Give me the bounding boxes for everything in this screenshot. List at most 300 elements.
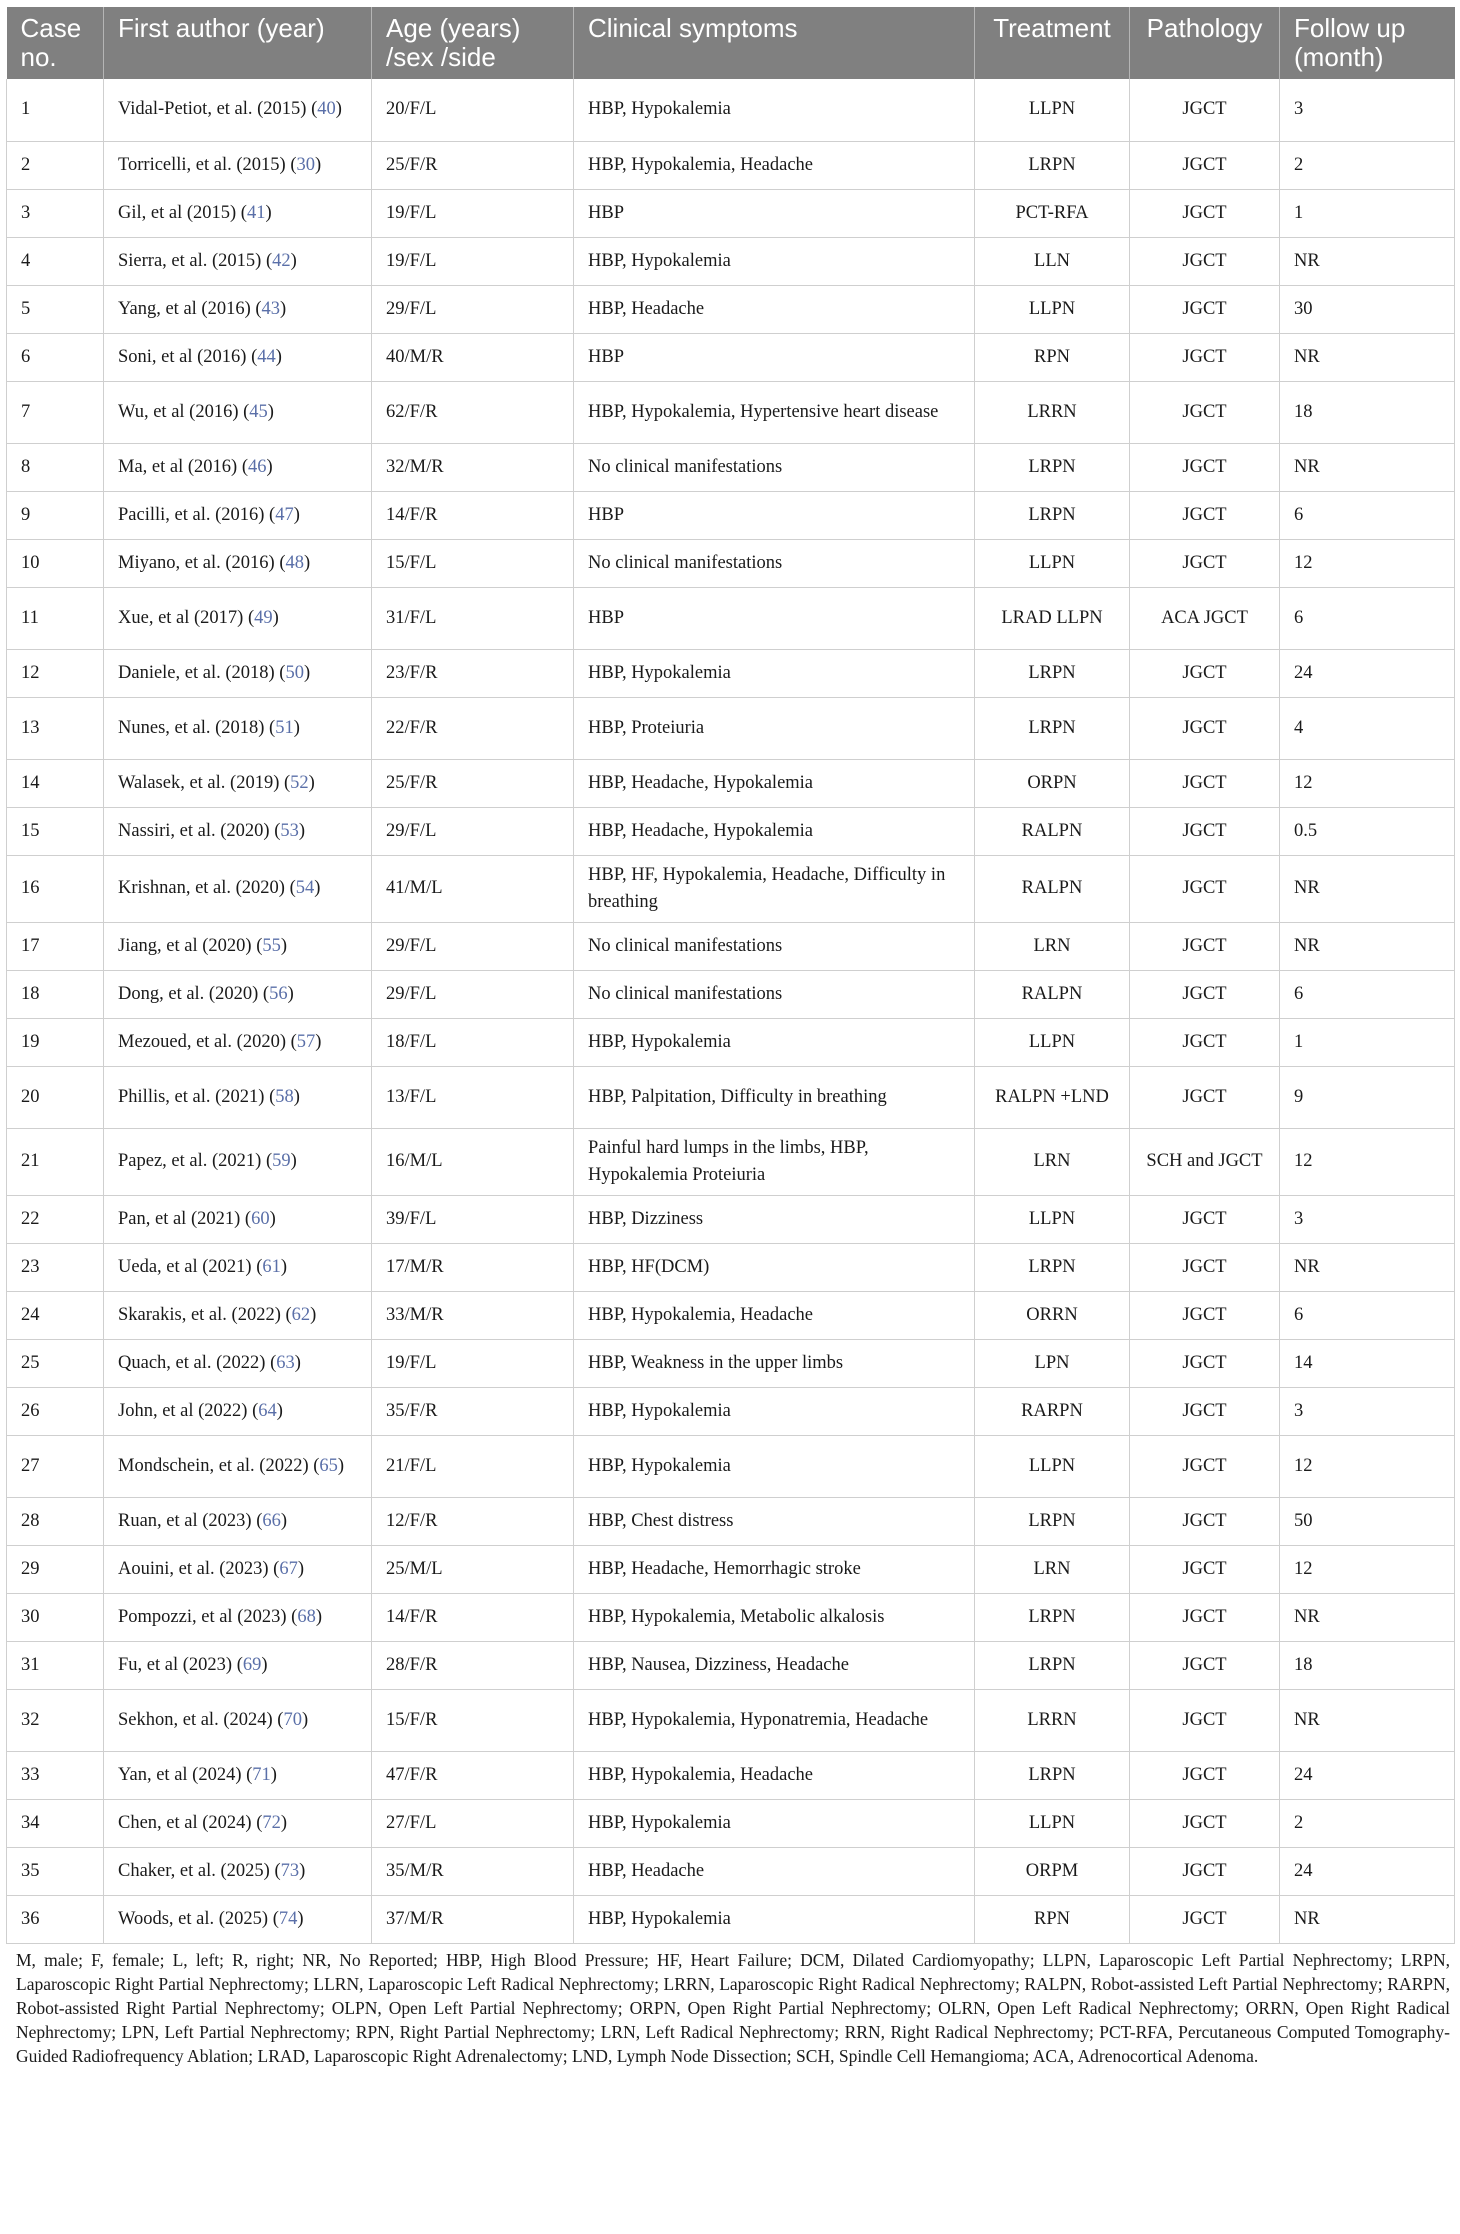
cell-follow-up-text: NR (1294, 250, 1320, 271)
cell-first-author: Vidal-Petiot, et al. (2015) (40) (104, 79, 372, 141)
table-row (7, 1066, 1455, 1128)
cell-case-no-text: 31 (21, 1654, 40, 1675)
cell-age-sex-side (372, 491, 574, 539)
cell-follow-up (1280, 759, 1455, 807)
cell-clinical-symptoms-text: HBP, Nausea, Dizziness, Headache (588, 1654, 849, 1675)
cell-clinical-symptoms (574, 1545, 975, 1593)
cell-treatment-text: LRRN (1027, 401, 1077, 422)
cell-treatment (975, 491, 1130, 539)
reference-link[interactable]: 52 (290, 772, 309, 793)
cell-follow-up-text: 6 (1294, 983, 1304, 1004)
cell-follow-up (1280, 141, 1455, 189)
reference-link[interactable]: 59 (272, 1151, 291, 1171)
cell-case-no-text: 1 (21, 99, 31, 120)
cell-first-author: Mondschein, et al. (2022) (65) (104, 1435, 372, 1497)
reference-link[interactable]: 72 (262, 1812, 281, 1833)
cell-pathology-text: JGCT (1182, 1208, 1227, 1229)
cell-follow-up (1280, 381, 1455, 443)
cell-pathology-text: JGCT (1182, 504, 1227, 525)
table-row (7, 141, 1455, 189)
author-text: Pan, et al (2021) (118, 1208, 241, 1229)
reference-link[interactable]: 42 (272, 250, 291, 271)
table-row (7, 1799, 1455, 1847)
author-text: Xue, et al (2017) (118, 607, 244, 628)
cell-first-author: Wu, et al (2016) (45) (104, 381, 372, 443)
author-text: Sierra, et al. (2015) (118, 250, 262, 271)
cell-treatment-text: RALPN +LND (995, 1086, 1109, 1107)
reference-link[interactable]: 54 (295, 878, 315, 898)
cell-first-author: Jiang, et al (2020) (55) (104, 922, 372, 970)
cell-follow-up-text: 12 (1294, 1151, 1313, 1171)
cell-pathology-text: JGCT (1182, 1455, 1227, 1476)
cell-case-no-text: 14 (21, 772, 40, 793)
cell-clinical-symptoms (574, 1751, 975, 1799)
cell-follow-up-text: NR (1294, 346, 1320, 367)
reference-link[interactable]: 74 (278, 1908, 298, 1929)
reference-link[interactable]: 66 (262, 1510, 281, 1531)
cell-clinical-symptoms (574, 1128, 975, 1195)
author-text: Ma, et al (2016) (118, 456, 238, 477)
cell-pathology-text: JGCT (1182, 1606, 1227, 1627)
cell-pathology (1130, 1641, 1280, 1689)
cell-follow-up (1280, 1895, 1455, 1943)
cell-case-no (7, 649, 104, 697)
cell-follow-up (1280, 333, 1455, 381)
cell-case-no-text: 18 (21, 983, 40, 1004)
cell-case-no-text: 28 (21, 1510, 40, 1531)
cell-follow-up-text: 9 (1294, 1086, 1304, 1107)
cell-pathology (1130, 1243, 1280, 1291)
cell-age-sex-side (372, 970, 574, 1018)
table-row (7, 443, 1455, 491)
cell-clinical-symptoms (574, 1066, 975, 1128)
cell-case-no (7, 1545, 104, 1593)
cell-clinical-symptoms-text: HBP, Hypokalemia (588, 250, 731, 271)
cell-pathology-text: JGCT (1182, 1510, 1227, 1531)
cell-first-author: Ma, et al (2016) (46) (104, 443, 372, 491)
cell-treatment-text: LLPN (1028, 99, 1076, 120)
cell-pathology (1130, 759, 1280, 807)
reference-link[interactable]: 48 (285, 552, 304, 573)
cell-first-author: Chen, et al (2024) (72) (104, 1799, 372, 1847)
cell-case-no-text: 3 (21, 202, 31, 223)
cell-treatment (975, 285, 1130, 333)
cell-pathology (1130, 1066, 1280, 1128)
cell-age-sex-side-text: 41/M/L (386, 878, 443, 898)
table-row (7, 491, 1455, 539)
cell-first-author: Pompozzi, et al (2023) (68) (104, 1593, 372, 1641)
cell-first-author: Mezoued, et al. (2020) (57) (104, 1018, 372, 1066)
cell-first-author: Xue, et al (2017) (49) (104, 587, 372, 649)
cell-treatment-text: ORPN (1027, 772, 1077, 793)
cell-pathology (1130, 285, 1280, 333)
cell-case-no-text: 2 (21, 154, 31, 175)
table-row (7, 1593, 1455, 1641)
cell-age-sex-side (372, 922, 574, 970)
cell-treatment (975, 1689, 1130, 1751)
cell-case-no (7, 1751, 104, 1799)
cell-follow-up-text: 12 (1294, 1455, 1313, 1476)
cell-case-no (7, 1641, 104, 1689)
reference-link[interactable]: 69 (242, 1654, 262, 1675)
cell-follow-up (1280, 1387, 1455, 1435)
cell-treatment-text: LRRN (1027, 1709, 1077, 1730)
cell-follow-up (1280, 285, 1455, 333)
cell-clinical-symptoms (574, 1435, 975, 1497)
reference-link[interactable]: 57 (296, 1031, 316, 1052)
cell-follow-up (1280, 189, 1455, 237)
table-row (7, 649, 1455, 697)
cell-case-no-text: 29 (21, 1558, 40, 1579)
cell-pathology-text: JGCT (1182, 401, 1227, 422)
cell-clinical-symptoms (574, 759, 975, 807)
cell-clinical-symptoms (574, 1243, 975, 1291)
reference-link[interactable]: 56 (269, 983, 288, 1004)
cell-case-no-text: 13 (21, 717, 40, 738)
cell-clinical-symptoms-text: HBP, Headache, Hypokalemia (588, 772, 814, 793)
cell-clinical-symptoms (574, 1895, 975, 1943)
author-text: Nunes, et al. (2018) (118, 717, 265, 738)
reference-link[interactable]: 68 (297, 1606, 316, 1627)
cell-age-sex-side (372, 1593, 574, 1641)
cell-clinical-symptoms-text: HBP (588, 607, 624, 628)
author-text: Dong, et al. (2020) (118, 983, 259, 1004)
author-text: Skarakis, et al. (2022) (118, 1304, 281, 1325)
cell-first-author: Gil, et al (2015) (41) (104, 189, 372, 237)
cell-pathology-text: JGCT (1182, 1764, 1227, 1785)
table-row (7, 1195, 1455, 1243)
cell-treatment (975, 587, 1130, 649)
reference-link[interactable]: 58 (275, 1086, 294, 1107)
cell-age-sex-side-text: 32/M/R (386, 456, 444, 477)
cell-follow-up (1280, 1751, 1455, 1799)
header-case-no: Case no. (7, 7, 104, 79)
cell-first-author: Fu, et al (2023) (69) (104, 1641, 372, 1689)
table-row (7, 1641, 1455, 1689)
reference-link[interactable]: 50 (285, 662, 304, 683)
cell-clinical-symptoms-text: HBP, HF, Hypokalemia, Headache, Difficulty in breathing (588, 864, 946, 912)
author-text: Daniele, et al. (2018) (118, 662, 275, 683)
cell-first-author: Skarakis, et al. (2022) (62) (104, 1291, 372, 1339)
cell-pathology (1130, 1387, 1280, 1435)
reference-link[interactable]: 45 (249, 401, 268, 422)
author-text: Sekhon, et al. (2024) (118, 1709, 273, 1730)
cell-pathology (1130, 1545, 1280, 1593)
cell-clinical-symptoms-text: HBP (588, 504, 624, 525)
cell-follow-up-text: 2 (1294, 154, 1304, 175)
cell-case-no-text: 24 (21, 1304, 40, 1325)
author-text: Ueda, et al (2021) (118, 1256, 252, 1277)
cell-treatment (975, 1751, 1130, 1799)
reference-link[interactable]: 44 (257, 346, 276, 367)
table-row (7, 1435, 1455, 1497)
reference-link[interactable]: 49 (254, 607, 273, 628)
table-row (7, 539, 1455, 587)
cell-treatment (975, 1291, 1130, 1339)
cell-follow-up-text: 6 (1294, 607, 1304, 628)
table-row (7, 807, 1455, 855)
cell-age-sex-side (372, 1689, 574, 1751)
reference-link[interactable]: 62 (291, 1304, 311, 1325)
author-text: Soni, et al (2016) (118, 346, 247, 367)
cell-age-sex-side (372, 381, 574, 443)
cell-case-no-text: 19 (21, 1031, 40, 1052)
cell-treatment-text: LLPN (1028, 1812, 1076, 1833)
cell-case-no-text: 35 (21, 1860, 40, 1881)
cell-treatment (975, 922, 1130, 970)
cell-first-author: Aouini, et al. (2023) (67) (104, 1545, 372, 1593)
cell-age-sex-side (372, 333, 574, 381)
cell-treatment (975, 1339, 1130, 1387)
reference-link[interactable]: 63 (276, 1352, 295, 1373)
cell-case-no-text: 5 (21, 298, 31, 319)
cell-age-sex-side-text: 23/F/R (386, 662, 438, 683)
cell-treatment (975, 141, 1130, 189)
cell-follow-up (1280, 539, 1455, 587)
cell-follow-up-text: 14 (1294, 1352, 1313, 1373)
cell-treatment-text: LLN (1034, 250, 1070, 271)
cell-treatment-text: LRPN (1028, 504, 1076, 525)
reference-link[interactable]: 60 (251, 1208, 270, 1229)
cell-first-author: Sekhon, et al. (2024) (70) (104, 1689, 372, 1751)
cell-pathology (1130, 1847, 1280, 1895)
cell-case-no (7, 759, 104, 807)
cell-clinical-symptoms-text: HBP, Headache (588, 298, 705, 319)
cell-clinical-symptoms-text: HBP (588, 346, 624, 367)
cell-age-sex-side-text: 14/F/R (386, 1606, 438, 1627)
cell-pathology-text: JGCT (1182, 1812, 1227, 1833)
cell-follow-up-text: NR (1294, 1606, 1320, 1627)
cell-pathology-text: JGCT (1182, 456, 1227, 477)
cell-treatment-text: LRPN (1028, 456, 1076, 477)
cell-follow-up-text: 18 (1294, 401, 1313, 422)
cell-first-author: Sierra, et al. (2015) (42) (104, 237, 372, 285)
cell-clinical-symptoms-text: HBP, Hypokalemia (588, 662, 731, 683)
table-row (7, 1751, 1455, 1799)
cell-age-sex-side (372, 1066, 574, 1128)
cell-age-sex-side (372, 443, 574, 491)
cell-treatment-text: RARPN (1021, 1400, 1083, 1421)
cell-treatment (975, 1593, 1130, 1641)
cell-clinical-symptoms-text: HBP, Headache, Hypokalemia (588, 820, 814, 841)
cell-follow-up (1280, 697, 1455, 759)
cell-follow-up-text: 2 (1294, 1812, 1304, 1833)
cell-follow-up (1280, 970, 1455, 1018)
cell-first-author: Chaker, et al. (2025) (73) (104, 1847, 372, 1895)
cell-treatment-text: LLPN (1028, 552, 1076, 573)
cell-age-sex-side-text: 15/F/L (386, 552, 437, 573)
cell-case-no (7, 1435, 104, 1497)
cell-treatment-text: RALPN (1021, 878, 1083, 898)
reference-link[interactable]: 43 (261, 298, 281, 319)
cell-age-sex-side (372, 1641, 574, 1689)
reference-link[interactable]: 65 (319, 1455, 338, 1476)
reference-link[interactable]: 51 (275, 717, 294, 738)
cell-case-no (7, 333, 104, 381)
cell-age-sex-side-text: 28/F/R (386, 1654, 438, 1675)
cell-case-no (7, 285, 104, 333)
cell-pathology (1130, 443, 1280, 491)
cell-pathology-text: JGCT (1182, 154, 1227, 175)
table-row (7, 1128, 1455, 1195)
cell-pathology (1130, 1291, 1280, 1339)
cell-case-no (7, 79, 104, 141)
cell-pathology (1130, 491, 1280, 539)
cell-clinical-symptoms (574, 237, 975, 285)
cell-treatment-text: ORRN (1026, 1304, 1078, 1325)
cell-follow-up (1280, 1339, 1455, 1387)
author-text: Ruan, et al (2023) (118, 1510, 252, 1531)
cell-case-no-text: 21 (21, 1151, 40, 1171)
cell-first-author: Daniele, et al. (2018) (50) (104, 649, 372, 697)
reference-link[interactable]: 67 (279, 1558, 298, 1579)
cell-pathology (1130, 1435, 1280, 1497)
author-text: Woods, et al. (2025) (118, 1908, 269, 1929)
cell-first-author: Ueda, et al (2021) (61) (104, 1243, 372, 1291)
cell-treatment-text: RALPN (1021, 983, 1083, 1004)
cell-age-sex-side-text: 37/M/R (386, 1908, 444, 1929)
cell-pathology (1130, 970, 1280, 1018)
cell-clinical-symptoms (574, 539, 975, 587)
cell-follow-up-text: 3 (1294, 1400, 1304, 1421)
reference-link[interactable]: 73 (280, 1860, 300, 1881)
cell-pathology (1130, 855, 1280, 922)
cell-clinical-symptoms-text: HBP, Hypokalemia, Metabolic alkalosis (588, 1606, 885, 1627)
cell-age-sex-side (372, 1387, 574, 1435)
cell-case-no-text: 20 (21, 1086, 40, 1107)
cell-follow-up (1280, 1291, 1455, 1339)
cell-case-no-text: 7 (21, 401, 31, 422)
cell-pathology-text: JGCT (1182, 878, 1227, 898)
cell-pathology-text: JGCT (1182, 1654, 1227, 1675)
cell-follow-up (1280, 922, 1455, 970)
cell-follow-up-text: 3 (1294, 1208, 1304, 1229)
cell-treatment (975, 1847, 1130, 1895)
cell-clinical-symptoms-text: HBP, Hypokalemia (588, 1031, 731, 1052)
cell-age-sex-side-text: 12/F/R (386, 1510, 438, 1531)
cell-clinical-symptoms (574, 285, 975, 333)
header-follow-up: Follow up (month) (1280, 7, 1455, 79)
cell-age-sex-side (372, 141, 574, 189)
cell-case-no (7, 141, 104, 189)
cell-age-sex-side-text: 39/F/L (386, 1208, 437, 1229)
reference-link[interactable]: 53 (280, 820, 299, 841)
cell-clinical-symptoms (574, 807, 975, 855)
reference-link[interactable]: 71 (252, 1764, 271, 1785)
reference-link[interactable]: 46 (247, 456, 267, 477)
cell-first-author: John, et al (2022) (64) (104, 1387, 372, 1435)
cell-clinical-symptoms-text: HBP, Hypokalemia, Hypertensive heart disease (588, 401, 939, 422)
cell-treatment-text: LRN (1033, 1151, 1071, 1171)
cell-pathology-text: JGCT (1182, 1860, 1227, 1881)
cell-first-author: Quach, et al. (2022) (63) (104, 1339, 372, 1387)
cell-treatment (975, 1018, 1130, 1066)
cell-clinical-symptoms (574, 141, 975, 189)
table-footnote: M, male; F, female; L, left; R, right; NR, No Reported; HBP, High Blood Pressure; HF, Heart Failure; DCM, Dilated Cardiomyopathy; LLPN, Laparoscopic Left Partial Nephrectomy; LRPN, Laparoscopic Right Partial Nephrectomy; LLRN, Laparoscopic Left Radical Nephrectomy; LRRN, Laparoscopic Right Radical Nephrectomy; RALPN, Robot-assisted Left Partial Nephrectomy; RARPN, Robot-assisted Right Partial Nephrectomy; OLPN, Open Left Partial Nephrectomy; ORPN, Open Right Partial Nephrectomy; OLRN, Open Left Radical Nephrectomy; ORRN, Open Right Radical Nephrectomy; LPN, Left Partial Nephrectomy; RPN, Right Partial Nephrectomy; LRN, Left Radical Nephrectomy; RRN, Right Radical Nephrectomy; PCT-RFA, Percutaneous Computed Tomography-Guided Radiofrequency Ablation; LRAD, Laparoscopic Right Adrenalectomy; LND, Lymph Node Dissection; SCH, Spindle Cell Hemangioma; ACA, Adrenocortical Adenoma. (16, 1949, 1450, 2066)
cell-case-no (7, 1497, 104, 1545)
cell-treatment (975, 1066, 1130, 1128)
cell-clinical-symptoms-text: HBP, Weakness in the upper limbs (588, 1352, 844, 1373)
cell-pathology-text: JGCT (1182, 772, 1227, 793)
table-body (7, 79, 1455, 1943)
cell-follow-up-text: 30 (1294, 298, 1313, 319)
cell-follow-up-text: 24 (1294, 1860, 1313, 1881)
reference-link[interactable]: 40 (317, 99, 336, 120)
cell-follow-up (1280, 1641, 1455, 1689)
cell-first-author: Nassiri, et al. (2020) (53) (104, 807, 372, 855)
cell-treatment (975, 1799, 1130, 1847)
author-text: Jiang, et al (2020) (118, 935, 252, 956)
cell-case-no-text: 26 (21, 1400, 40, 1421)
cell-follow-up (1280, 855, 1455, 922)
reference-link[interactable]: 55 (262, 935, 281, 956)
cell-age-sex-side-text: 31/F/L (386, 607, 437, 628)
cell-follow-up-text: 24 (1294, 1764, 1313, 1785)
cell-clinical-symptoms (574, 922, 975, 970)
cell-treatment (975, 539, 1130, 587)
cell-treatment-text: LRPN (1028, 1256, 1076, 1277)
cell-clinical-symptoms (574, 1387, 975, 1435)
cell-age-sex-side (372, 1545, 574, 1593)
cell-age-sex-side-text: 21/F/L (386, 1455, 437, 1476)
cell-case-no (7, 1339, 104, 1387)
cell-first-author: Papez, et al. (2021) (59) (104, 1128, 372, 1195)
cell-follow-up (1280, 587, 1455, 649)
cell-case-no (7, 587, 104, 649)
cell-age-sex-side-text: 13/F/L (386, 1086, 437, 1107)
reference-link[interactable]: 64 (258, 1400, 277, 1421)
author-text: Walasek, et al. (2019) (118, 772, 280, 793)
cell-treatment (975, 1128, 1130, 1195)
reference-link[interactable]: 47 (275, 504, 294, 525)
reference-link[interactable]: 30 (296, 154, 316, 175)
author-text: Fu, et al (2023) (118, 1654, 233, 1675)
cell-age-sex-side (372, 807, 574, 855)
cell-pathology (1130, 1128, 1280, 1195)
reference-link[interactable]: 70 (283, 1709, 302, 1730)
cell-pathology-text: JGCT (1182, 1256, 1227, 1277)
cell-case-no (7, 1066, 104, 1128)
cell-age-sex-side-text: 25/F/R (386, 772, 438, 793)
cell-case-no (7, 491, 104, 539)
cell-pathology (1130, 649, 1280, 697)
cell-age-sex-side (372, 1128, 574, 1195)
cell-case-no-text: 15 (21, 820, 40, 841)
case-table-container (6, 7, 1454, 2068)
reference-link[interactable]: 61 (262, 1256, 281, 1277)
cell-follow-up (1280, 1847, 1455, 1895)
cell-clinical-symptoms (574, 855, 975, 922)
cell-case-no-text: 17 (21, 935, 40, 956)
cell-age-sex-side-text: 14/F/R (386, 504, 438, 525)
cell-clinical-symptoms-text: HBP (588, 202, 624, 223)
cell-case-no (7, 970, 104, 1018)
cell-case-no (7, 807, 104, 855)
cell-clinical-symptoms-text: HBP, Proteiuria (588, 717, 705, 738)
cell-pathology (1130, 141, 1280, 189)
cell-case-no-text: 25 (21, 1352, 40, 1373)
cell-case-no-text: 8 (21, 456, 31, 477)
table-row (7, 285, 1455, 333)
cell-follow-up-text: 4 (1294, 717, 1304, 738)
cell-first-author: Yang, et al (2016) (43) (104, 285, 372, 333)
cell-age-sex-side-text: 19/F/L (386, 1352, 437, 1373)
cell-pathology-text: JGCT (1182, 1400, 1227, 1421)
cell-treatment-text: LRN (1033, 935, 1071, 956)
reference-link[interactable]: 41 (246, 202, 266, 223)
cell-follow-up-text: NR (1294, 456, 1320, 477)
cell-case-no (7, 1689, 104, 1751)
